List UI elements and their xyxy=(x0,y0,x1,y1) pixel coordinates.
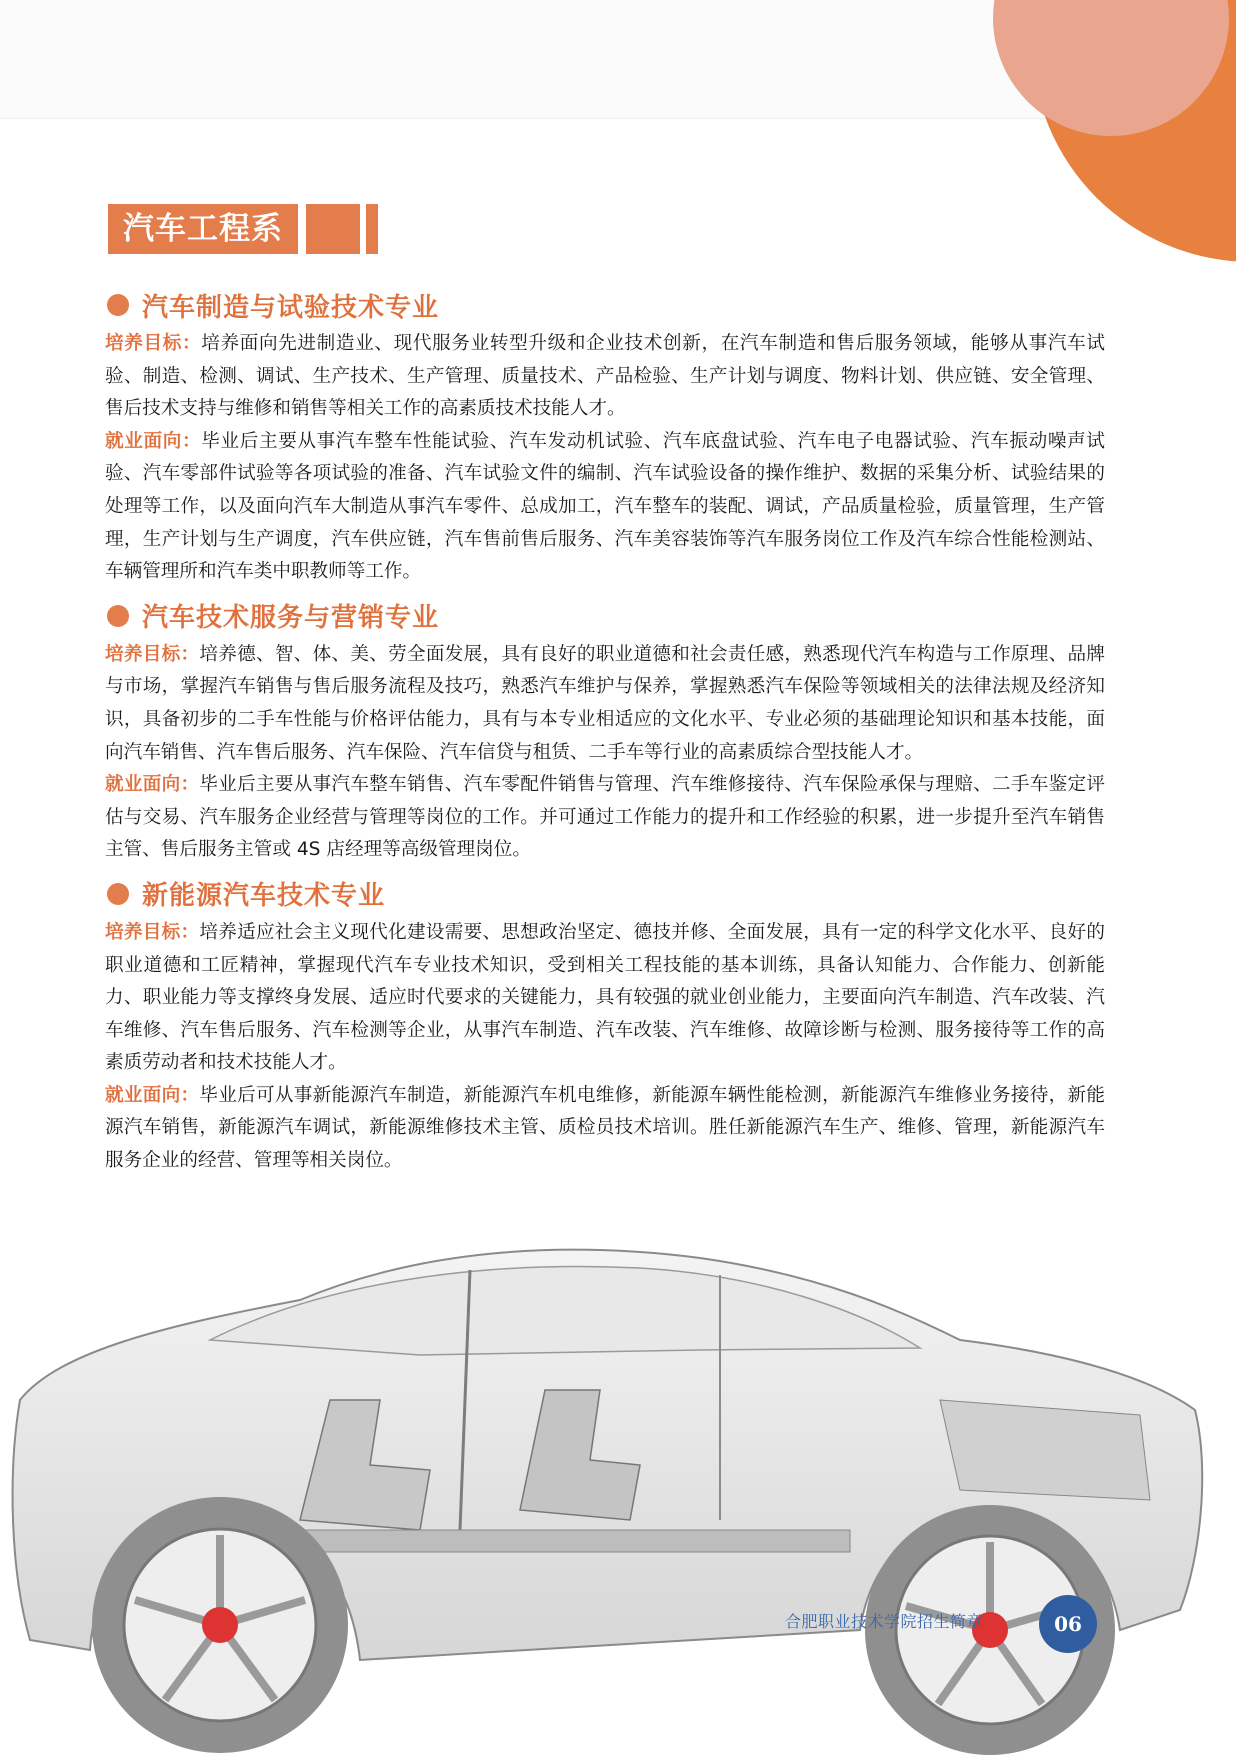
job-label: 就业面向： xyxy=(105,1084,200,1106)
training-goal xyxy=(105,639,1105,769)
goal-text: 培养适应社会主义现代化建设需要、思想政治坚定、德技并修、全面发展，具有一定的科学文化水平、良好的职业道德和工匠精神，掌握现代汽车专业技术知识，受到相关工程技能的基本训练，具备认知能力、合作能力、创新能力、职业能力等支撑终身发展、适应时代要求的关键能力，具有较强的就业创业能力，主要面向汽车制造、汽车改装、汽车维修、汽车售后服务、汽车检测等企业，从事汽车制造、汽车改装、汽车维修、故障诊断与检测、服务接待等工作的高素质劳动者和技术技能人才。 xyxy=(105,921,1105,1074)
job-text: 毕业后可从事新能源汽车制造，新能源汽车机电维修，新能源车辆性能检测，新能源汽车维修业务接待，新能源汽车销售，新能源汽车调试，新能源维修技术主管、质检员技术培训。胜任新能源汽车生产、维修、管理，新能源汽车服务企业的经营、管理等相关岗位。 xyxy=(105,1084,1105,1172)
employment-direction xyxy=(105,1080,1105,1178)
goal-label: 培养目标： xyxy=(105,643,200,665)
employment-direction xyxy=(105,426,1105,589)
job-label: 就业面向： xyxy=(105,774,200,796)
department-accent-bar xyxy=(366,204,378,254)
department-title: 汽车工程系 xyxy=(108,204,298,254)
department-accent-block xyxy=(306,204,360,254)
front-components xyxy=(940,1400,1150,1500)
major-title: 汽车制造与试验技术专业 xyxy=(142,292,440,323)
major-heading xyxy=(105,282,1105,328)
job-text: 毕业后主要从事汽车整车性能试验、汽车发动机试验、汽车底盘试验、汽车电子电器试验、汽车振动噪声试验、汽车零部件试验等各项试验的准备、汽车试验文件的编制、汽车试验设备的操作维护、数据的采集分析、试验结果的处理等工作，以及面向汽车大制造从事汽车零件、总成加工，汽车整车的装配、调试，产品质量检验，质量管理，生产管理，生产计划与生产调度，汽车供应链，汽车售前售后服务、汽车美容装饰等汽车服务岗位工作及汽车综合性能检测站、车辆管理所和汽车类中职教师等工作。 xyxy=(105,430,1105,583)
car-window xyxy=(210,1267,920,1355)
page-number: 06 xyxy=(1039,1595,1097,1653)
goal-label: 培养目标： xyxy=(105,333,202,354)
bullet-icon xyxy=(107,883,129,905)
bullet-icon xyxy=(107,294,129,316)
transparent-car-illustration xyxy=(0,1230,1236,1761)
major-heading xyxy=(105,593,1105,639)
major-title: 汽车技术服务与营销专业 xyxy=(142,603,440,634)
job-text: 毕业后主要从事汽车整车销售、汽车零配件销售与管理、汽车维修接待、汽车保险承保与理赔、二手车鉴定评估与交易、汽车服务企业经营与管理等岗位的工作。并可通过工作能力的提升和工作经验的积累，进一步提升至汽车销售主管、售后服务主管或 4S 店经理等高级管理岗位。 xyxy=(105,774,1105,861)
goal-text: 培养德、智、体、美、劳全面发展，具有良好的职业道德和社会责任感，熟悉现代汽车构造与工作原理、品牌与市场，掌握汽车销售与售后服务流程及技巧，熟悉汽车维护与保养，掌握熟悉汽车保险等领域相关的法律法规及经济知识，具备初步的二手车性能与价格评估能力，具有与本专业相适应的文化水平、专业必须的基础理论知识和基本技能，面向汽车销售、汽车售后服务、汽车保险、汽车信贷与租赁、二手车等行业的高素质综合型技能人才。 xyxy=(105,643,1105,763)
goal-text: 培养面向先进制造业、现代服务业转型升级和企业技术创新，在汽车制造和售后服务领域，能够从事汽车试验、制造、检测、调试、生产技术、生产管理、质量技术、产品检验、生产计划与调度、物料计划、供应链、安全管理、售后技术支持与维修和销售等相关工作的高素质技术技能人才。 xyxy=(105,333,1105,420)
brochure-title: 合肥职业技术学院招生简章 xyxy=(785,1612,984,1631)
major-title: 新能源汽车技术专业 xyxy=(142,881,386,912)
goal-label: 培养目标： xyxy=(105,921,200,943)
car-floor xyxy=(250,1530,850,1552)
major-section xyxy=(105,282,1105,589)
job-label: 就业面向： xyxy=(105,430,202,452)
rear-brake xyxy=(202,1607,238,1643)
employment-direction xyxy=(105,769,1105,867)
major-section xyxy=(105,871,1105,1178)
major-section xyxy=(105,593,1105,867)
major-heading xyxy=(105,871,1105,917)
majors-content xyxy=(105,278,1105,1178)
training-goal xyxy=(105,328,1105,426)
bullet-icon xyxy=(107,605,129,627)
training-goal xyxy=(105,917,1105,1080)
